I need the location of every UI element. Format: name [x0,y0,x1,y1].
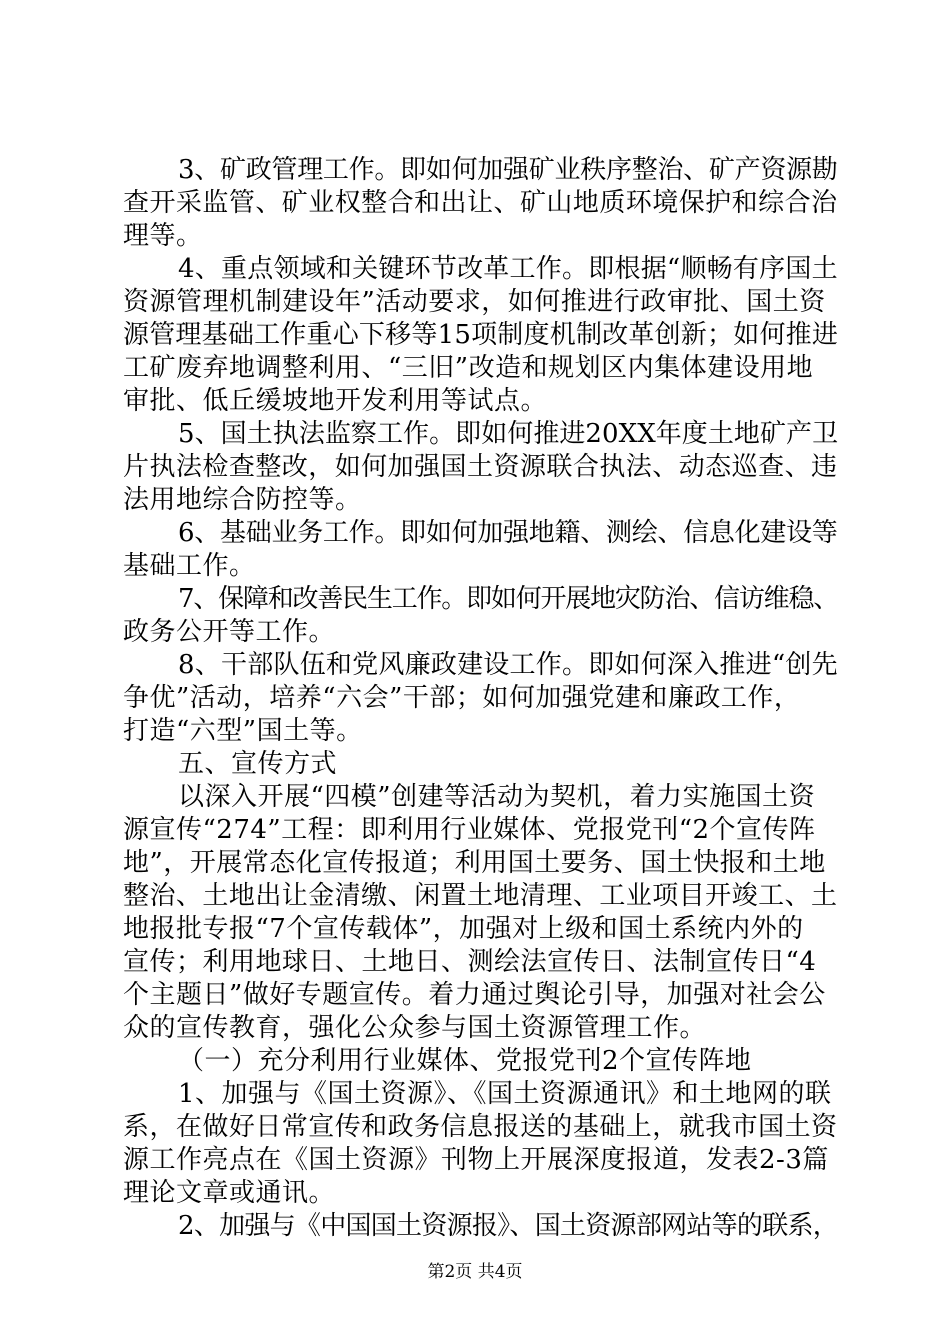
text-line: 基础工作。 [123,551,256,581]
text-line: 法用地综合防控等。 [123,485,362,515]
section-heading: 五、宣传方式 [178,749,338,779]
text-line: 源工作亮点在《国土资源》刊物上开展深度报道，发表2-3篇 [123,1145,829,1175]
text-line: 众的宣传教育，强化公众参与国土资源管理工作。 [123,1013,707,1043]
text-line: 地”，开展常态化宣传报道；利用国土要务、国土快报和土地 [123,848,826,878]
text-line: 宣传；利用地球日、土地日、测绘法宣传日、法制宣传日“4 [123,947,817,977]
text-line: 5、国土执法监察工作。即如何推进20XX年度土地矿产卫 [178,419,839,449]
text-line: 打造“六型”国土等。 [123,716,363,746]
text-line: 整治、土地出让金清缴、闲置土地清理、工业项目开竣工、土 [123,881,838,911]
page-number-footer: 第2页 共4页 [427,1262,523,1282]
text-line: 源宣传“274”工程：即利用行业媒体、党报党刊“2个宣传阵 [123,815,816,845]
text-line: 资源管理机制建设年”活动要求，如何推进行政审批、国土资 [123,287,826,317]
text-line: 工矿废弃地调整利用、“三旧”改造和规划区内集体建设用地 [123,353,814,383]
text-line: 3、矿政管理工作。即如何加强矿业秩序整治、矿产资源勘 [178,155,838,185]
text-line: 以深入开展“四模”创建等活动为契机，着力实施国土资 [178,782,816,812]
text-line: 4、重点领域和关键环节改革工作。即根据“顺畅有序国土 [178,254,838,284]
text-line: 7、保障和改善民生工作。即如何开展地灾防治、信访维稳、 [178,584,839,614]
subsection-heading: （一）充分利用行业媒体、党报党刊2个宣传阵地 [178,1046,752,1076]
text-line: 8、干部队伍和党风廉政建设工作。即如何深入推进“创先 [178,650,838,680]
text-line: 争优”活动，培养“六会”干部；如何加强党建和廉政工作， [123,683,801,713]
text-line: 地报批专报“7个宣传载体”，加强对上级和国土系统内外的 [123,914,804,944]
text-line: 片执法检查整改，如何加强国土资源联合执法、动态巡查、违 [123,452,838,482]
text-line: 个主题日”做好专题宣传。着力通过舆论引导，加强对社会公 [123,980,826,1010]
text-line: 源管理基础工作重心下移等15项制度机制改革创新；如何推进 [123,320,839,350]
text-line: 6、基础业务工作。即如何加强地籍、测绘、信息化建设等 [178,518,838,548]
text-line: 理等。 [123,221,203,251]
text-line: 政务公开等工作。 [123,617,336,647]
text-line: 2、加强与《中国国土资源报》、国土资源部网站等的联系， [178,1211,839,1241]
text-line: 系，在做好日常宣传和政务信息报送的基础上，就我市国土资 [123,1112,838,1142]
text-line: 1、加强与《国土资源》、《国土资源通讯》和土地网的联 [178,1079,832,1109]
text-line: 查开采监管、矿业权整合和出让、矿山地质环境保护和综合治 [123,188,838,218]
text-line: 理论文章或通讯。 [123,1178,336,1208]
text-line: 审批、低丘缓坡地开发利用等试点。 [123,386,548,416]
